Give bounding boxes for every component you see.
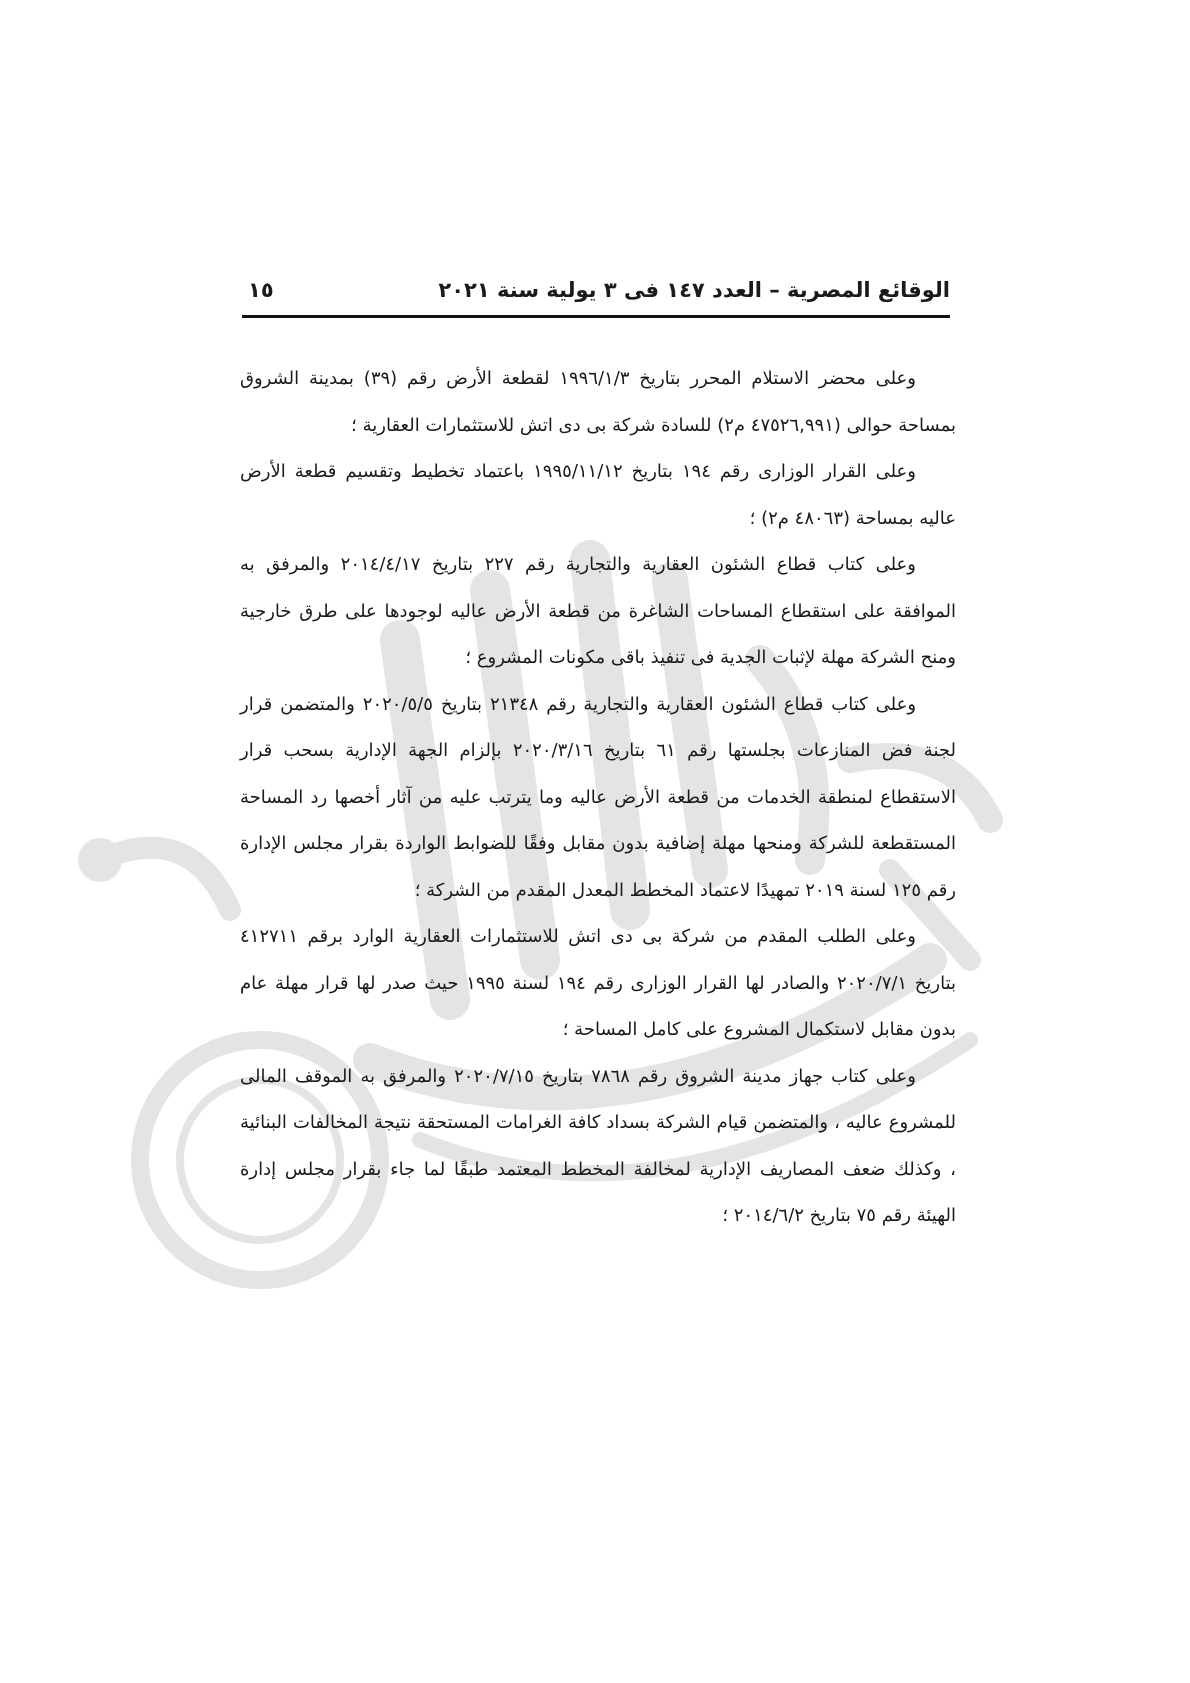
paragraph: وعلى محضر الاستلام المحرر بتاريخ ١٩٩٦/١/٣ لقطعة الأرض رقم (٣٩) بمدينة الشروق بمساحة حوالى (٤٧٥٢٦,٩٩١ م٢) للسادة شركة بى دى اتش للاستثمارات العقارية ؛ bbox=[240, 368, 956, 436]
paragraph: وعلى الطلب المقدم من شركة بى دى اتش للاستثمارات العقارية الوارد برقم ٤١٢٧١١ بتاريخ ٢٠٢٠/٧/١ والصادر لها القرار الوزارى رقم ١٩٤ لسنة ١٩٩٥ حيث صدر لها قرار مهلة عام بدون مقابل لاستكمال المشروع على كامل المساحة ؛ bbox=[240, 926, 957, 1040]
paragraph: وعلى القرار الوزارى رقم ١٩٤ بتاريخ ١٩٩٥/١١/١٢ باعتماد تخطيط وتقسيم قطعة الأرض عاليه بمساحة (٤٨٠٦٣ م٢) ؛ bbox=[240, 461, 956, 529]
page-number: ١٥ bbox=[248, 278, 274, 302]
document-body bbox=[240, 356, 956, 1240]
page-header bbox=[242, 272, 950, 318]
header-divider bbox=[242, 315, 950, 318]
gazette-title: الوقائع المصرية – العدد ١٤٧ فى ٣ يولية سنة ٢٠٢١ bbox=[438, 278, 950, 302]
paragraph: وعلى كتاب قطاع الشئون العقارية والتجارية رقم ٢١٣٤٨ بتاريخ ٢٠٢٠/٥/٥ والمتضمن قرار لجنة فض المنازعات بجلستها رقم ٦١ بتاريخ ٢٠٢٠/٣/١٦ بإلزام الجهة الإدارية بسحب قرار الاستقطاع لمنطقة الخدمات من قطعة الأرض عاليه وما يترتب عليه من آثار أخصها رد المساحة المستقطعة للشركة ومنحها مهلة إضافية بدون مقابل وفقًا للضوابط الواردة بقرار مجلس الإدارة رقم ١٢٥ لسنة ٢٠١٩ تمهيدًا لاعتماد المخطط المعدل المقدم من الشركة ؛ bbox=[240, 693, 956, 901]
paragraph: وعلى كتاب قطاع الشئون العقارية والتجارية رقم ٢٢٧ بتاريخ ٢٠١٤/٤/١٧ والمرفق به الموافقة على استقطاع المساحات الشاغرة من قطعة الأرض عاليه لوجودها على طرق خارجية ومنح الشركة مهلة لإثبات الجدية فى تنفيذ باقى مكونات المشروع ؛ bbox=[240, 554, 956, 668]
paragraph: وعلى كتاب جهاز مدينة الشروق رقم ٧٨٦٨ بتاريخ ٢٠٢٠/٧/١٥ والمرفق به الموقف المالى للمشروع عاليه ، والمتضمن قيام الشركة بسداد كافة الغرامات المستحقة نتيجة المخالفات البنائية ، وكذلك ضعف المصاريف الإدارية لمخالفة المخطط المعتمد طبقًا لما جاء بقرار مجلس إدارة الهيئة رقم ٧٥ بتاريخ ٢٠١٤/٦/٢ ؛ bbox=[240, 1065, 956, 1226]
